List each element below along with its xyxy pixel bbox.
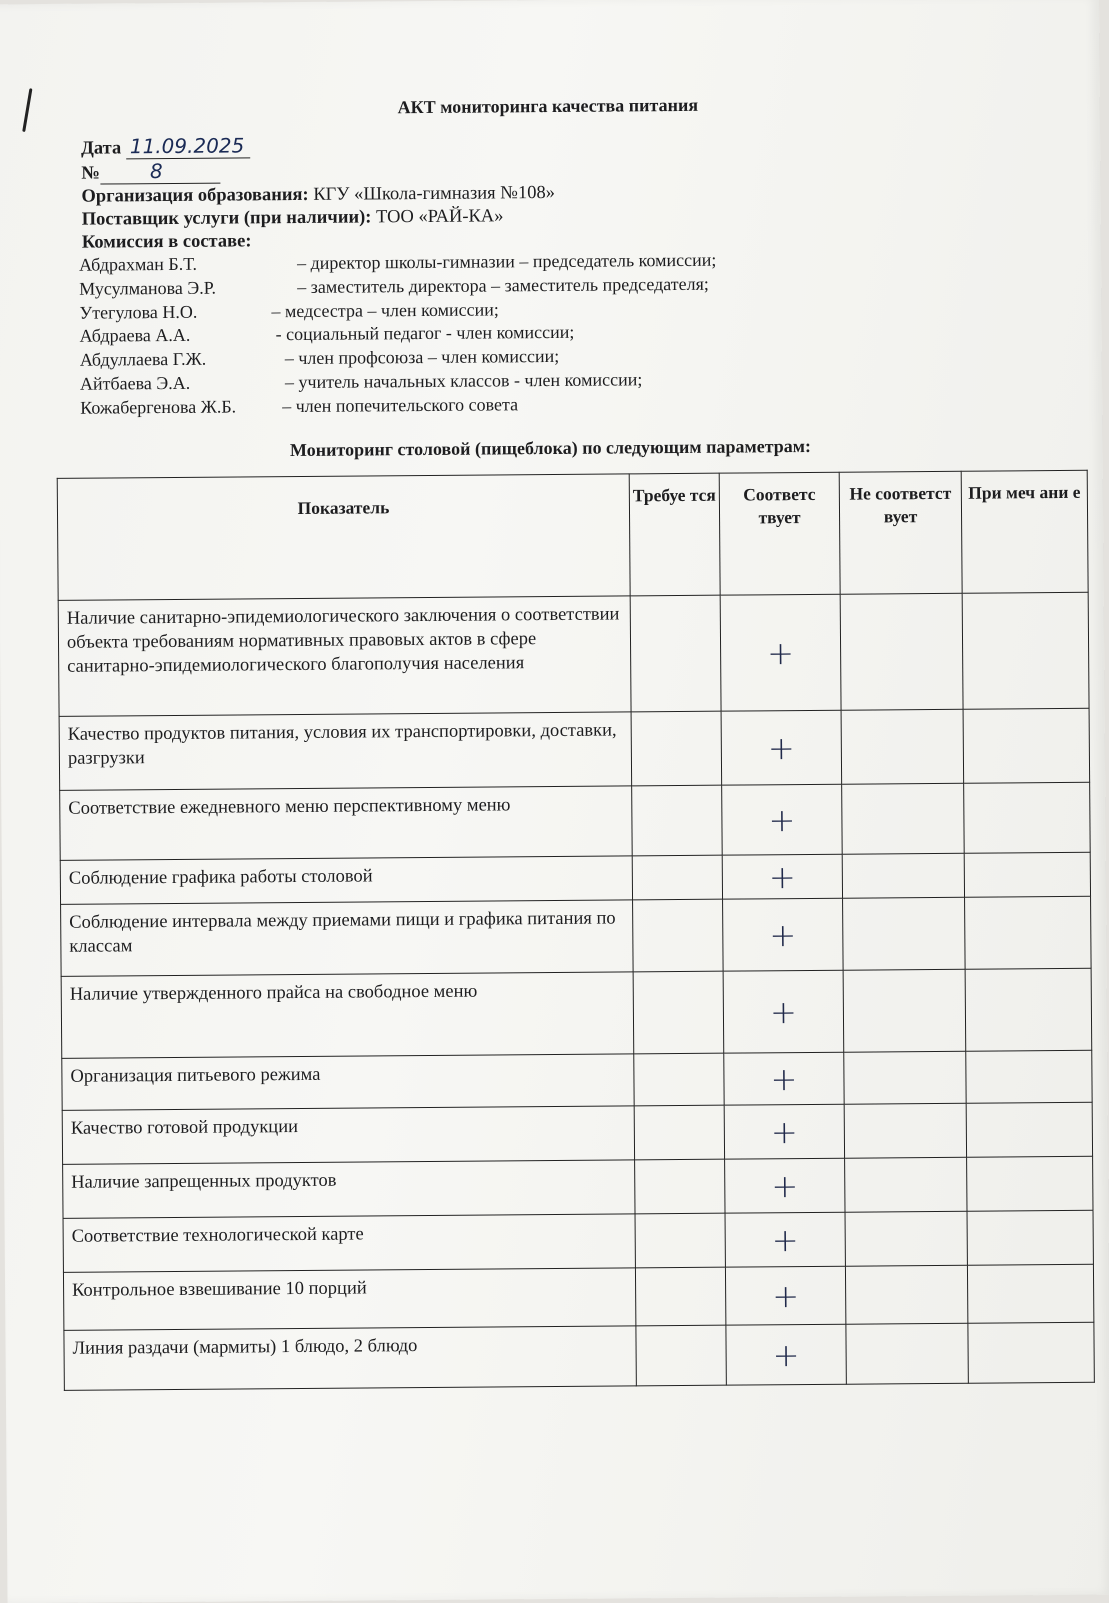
member-name: Айтбаева Э.А.	[80, 372, 190, 397]
supplier-line	[82, 205, 556, 232]
required-cell	[635, 1159, 725, 1214]
not-complies-cell	[845, 1157, 967, 1212]
member-role: – директор школы-гимназии – председатель комиссии;	[297, 249, 717, 276]
supplier-label: Поставщик услуги (при наличии):	[82, 207, 372, 229]
note-cell	[965, 968, 1092, 1051]
number-label: №	[81, 164, 100, 184]
not-complies-cell	[840, 593, 963, 710]
complies-mark: +	[725, 1158, 845, 1213]
note-cell	[966, 1102, 1092, 1157]
note-cell	[966, 1050, 1092, 1103]
not-complies-cell	[844, 1103, 966, 1158]
required-cell	[634, 1053, 724, 1106]
table-row	[63, 1264, 1093, 1330]
note-cell	[968, 1322, 1094, 1383]
indicator-cell: Качество готовой продукции	[62, 1106, 634, 1164]
note-cell	[967, 1210, 1093, 1265]
table-row	[59, 708, 1090, 790]
header-indicator: Показатель	[57, 474, 630, 600]
complies-mark: +	[722, 784, 843, 855]
required-cell	[636, 1325, 726, 1386]
not-complies-cell	[843, 897, 966, 970]
date-label: Дата	[81, 138, 121, 158]
member-name: Абдрахман Б.Т.	[79, 253, 197, 278]
not-complies-cell	[845, 1211, 967, 1266]
note-cell	[965, 896, 1092, 969]
complies-mark: +	[723, 970, 844, 1053]
document-header	[81, 132, 555, 255]
complies-mark: +	[723, 898, 844, 971]
indicator-cell: Наличие санитарно-эпидемиологического заключения о соответствии объекта требованиям нормативных правовых актов в сфере санитарно-эпидемиологического благополучия населения	[58, 596, 631, 716]
note-cell	[967, 1264, 1093, 1323]
monitoring-subtitle: Мониторинг столовой (пищеблока) по следующим параметрам:	[0, 434, 1103, 464]
date-value: 11.09.2025	[126, 134, 250, 159]
table-row	[63, 1210, 1093, 1272]
member-name: Мусулманова Э.Р.	[79, 276, 216, 301]
not-complies-cell	[842, 853, 964, 898]
organization-label: Организация образования:	[81, 185, 308, 207]
member-role: – учитель начальных классов - член комиссии;	[285, 368, 643, 395]
member-role: – заместитель директора – заместитель председателя;	[297, 273, 709, 300]
note-cell	[967, 1156, 1093, 1211]
required-cell	[633, 971, 724, 1054]
complies-mark: +	[721, 710, 842, 785]
required-cell	[632, 855, 722, 900]
header-note: При меч ани е	[961, 470, 1088, 593]
complies-mark: +	[725, 1212, 845, 1267]
member-name: Кожабергенова Ж.Б.	[80, 395, 236, 420]
note-cell	[964, 852, 1090, 897]
member-name: Утегулова Н.О.	[79, 300, 197, 325]
indicator-cell: Контрольное взвешивание 10 порций	[63, 1268, 635, 1330]
header-not-complies: Не соответст вует	[839, 471, 962, 594]
not-complies-cell	[844, 1051, 966, 1104]
not-complies-cell	[841, 709, 964, 784]
table-row	[63, 1156, 1093, 1218]
indicator-cell: Соблюдение интервала между приемами пищи и графика питания по классам	[61, 900, 634, 976]
header-required: Требуе тся	[629, 473, 720, 596]
complies-mark: +	[725, 1266, 845, 1325]
complies-mark: +	[722, 854, 842, 899]
member-role: – член попечительского совета	[282, 393, 518, 419]
table-row	[62, 1102, 1092, 1164]
not-complies-cell	[845, 1265, 967, 1324]
indicator-cell: Соответствие технологической карте	[63, 1214, 635, 1272]
commission-label: Комиссия в составе:	[82, 231, 252, 252]
complies-mark: +	[724, 1104, 844, 1159]
commission-members	[79, 254, 80, 421]
indicator-cell: Наличие утвержденного прайса на свободное меню	[61, 972, 634, 1058]
supplier-value: ТОО «РАЙ-КА»	[376, 206, 504, 227]
not-complies-cell	[846, 1323, 968, 1384]
complies-mark: +	[724, 1052, 844, 1105]
number-line	[81, 157, 555, 186]
note-cell	[962, 592, 1089, 709]
not-complies-cell	[842, 783, 965, 854]
indicator-cell: Организация питьевого режима	[62, 1054, 634, 1110]
organization-value: КГУ «Школа-гимназия №108»	[313, 183, 555, 205]
note-cell	[964, 782, 1091, 853]
required-cell	[630, 595, 721, 712]
indicator-cell: Линия раздачи (мармиты) 1 блюдо, 2 блюдо	[64, 1326, 636, 1390]
table-row	[58, 592, 1089, 716]
table-row	[60, 782, 1091, 860]
table-row	[64, 1322, 1094, 1390]
indicator-cell: Соблюдение графика работы столовой	[60, 856, 632, 904]
indicator-cell: Соответствие ежедневного меню перспективному меню	[60, 786, 633, 860]
required-cell	[633, 899, 724, 972]
document-title: АКТ мониторинга качества питания	[0, 92, 1100, 122]
monitoring-table	[57, 470, 1095, 1391]
note-cell	[963, 708, 1090, 783]
member-role: – член профсоюза – член комиссии;	[285, 345, 560, 371]
indicator-cell: Наличие запрещенных продуктов	[63, 1160, 635, 1218]
member-role: - социальный педагог - член комиссии;	[276, 321, 575, 347]
table-header-row	[57, 470, 1088, 600]
complies-mark: +	[720, 594, 841, 711]
date-line	[81, 132, 555, 161]
table-row	[61, 896, 1092, 976]
member-role: – медсестра – член комиссии;	[271, 298, 499, 324]
number-value: 8	[100, 160, 220, 185]
table-row	[61, 968, 1092, 1058]
required-cell	[635, 1267, 725, 1326]
complies-mark: +	[726, 1324, 846, 1385]
required-cell	[635, 1213, 725, 1268]
header-complies: Соответс твует	[719, 472, 840, 595]
indicator-cell: Качество продуктов питания, условия их транспортировки, доставки, разгрузки	[59, 712, 632, 790]
not-complies-cell	[843, 969, 966, 1052]
table-row	[62, 1050, 1092, 1110]
required-cell	[634, 1105, 724, 1160]
required-cell	[632, 785, 723, 856]
member-name: Абдуллаева Г.Ж.	[80, 348, 207, 373]
member-name: Абдраева А.А.	[80, 324, 191, 349]
required-cell	[631, 711, 722, 786]
